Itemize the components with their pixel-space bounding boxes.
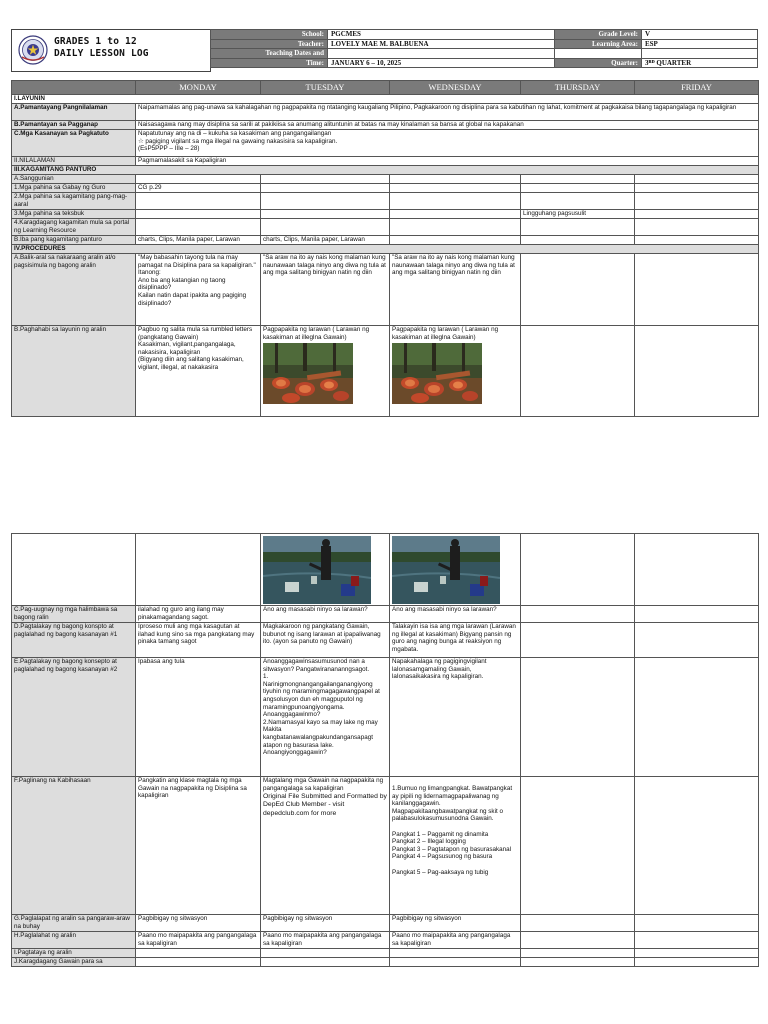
day-header-monday: MONDAY bbox=[136, 81, 261, 95]
row-label-pagtalakay-1: D.Pagtalakay ng bagong konspto at paglalahad ng bagong kasanayan #1 bbox=[12, 623, 136, 658]
blank-cell bbox=[635, 175, 759, 184]
blank-cell bbox=[521, 777, 635, 915]
blank-cell bbox=[521, 175, 635, 184]
info-table bbox=[210, 29, 758, 68]
title-line-2: DAILY LESSON LOG bbox=[54, 48, 149, 59]
row-label-teksbuk: 3.Mga pahina sa teksbuk bbox=[12, 210, 136, 219]
logging-photo-image bbox=[392, 343, 482, 404]
blank-cell bbox=[261, 175, 390, 184]
blank-cell bbox=[635, 915, 759, 932]
blank-cell bbox=[635, 958, 759, 967]
day-header-wednesday: WEDNESDAY bbox=[390, 81, 521, 95]
blank-cell bbox=[635, 193, 759, 210]
day-header-friday: FRIDAY bbox=[635, 81, 759, 95]
blank-cell bbox=[635, 606, 759, 623]
blank-cell bbox=[521, 254, 635, 326]
blank-cell bbox=[635, 534, 759, 606]
blank-cell bbox=[390, 184, 521, 193]
blank-cell bbox=[390, 193, 521, 210]
teaching-dates-label-2: Time: bbox=[211, 58, 328, 68]
row-label-pag-uugnay: C.Pag-uugnay ng mga halimbawa sa bagong ralin bbox=[12, 606, 136, 623]
blank-cell bbox=[390, 175, 521, 184]
blank-cell bbox=[521, 184, 635, 193]
row-label-balik-aral: A.Balik-aral sa nakaraang aralin at/o pagsisimula ng bagong aralin bbox=[12, 254, 136, 326]
pagtalakay-1-tuesday: Magkakaroon ng pangkatang Gawain, bubunot ng isang larawan at ipapaliwanag ito. (ayon sa panuto ng Gawain) bbox=[261, 623, 390, 658]
school-value: PGCMES bbox=[328, 30, 555, 40]
blank-cell bbox=[635, 184, 759, 193]
iba-pang-kagamitan-tuesday: charts, Clips, Manila paper, Larawan bbox=[261, 236, 390, 245]
paglalahat-monday: Paano mo maipapakita ang pangangalaga sa kapaligiran bbox=[136, 932, 261, 949]
blank-cell bbox=[635, 219, 759, 236]
paglalapat-tuesday: Pagbibigay ng sitwasyon bbox=[261, 915, 390, 932]
paghahabi-tuesday bbox=[261, 326, 390, 417]
pagtalakay-1-wednesday: Talakayin isa isa ang mga larawan (Larawan ng illegal at kasakiman) Bigyang pansin ng guro ang naging bunga at reaksiyon ng mgabata. bbox=[390, 623, 521, 658]
pagtalakay-2-monday: Ipabasa ang tula bbox=[136, 658, 261, 777]
logging-photo-image bbox=[263, 343, 353, 404]
school-label: School: bbox=[211, 30, 328, 40]
blank-cell bbox=[261, 949, 390, 958]
teaching-dates-value: JANUARY 6 – 10, 2025 bbox=[328, 58, 555, 68]
quarter-value: 3ᴿᴰ QUARTER bbox=[642, 58, 758, 68]
blank-cell bbox=[136, 219, 261, 236]
blank-cell bbox=[635, 949, 759, 958]
blank-cell bbox=[390, 210, 521, 219]
paghahabi-wednesday bbox=[390, 326, 521, 417]
paglalahat-tuesday: Paano mo maipapakita ang pangangalaga sa kapaligiran bbox=[261, 932, 390, 949]
blank-cell bbox=[390, 219, 521, 236]
title-line-1: GRADES 1 to 12 bbox=[54, 36, 137, 47]
paglalapat-wednesday: Pagbibigay ng sitwasyon bbox=[390, 915, 521, 932]
blank-cell bbox=[261, 193, 390, 210]
row-label-gabay-ng-guro: 1.Mga pahina sa Gabay ng Guro bbox=[12, 184, 136, 193]
paghahabi-monday: Pagbuo ng salita mula sa rumbled letters (pangkatang Gawain) Kasakiman, vigilant,pangangalaga, nakasisira, kapaligiran (Bigyang diin ang salitang kasakiman, vigilant, illegal, at nakakasira bbox=[136, 326, 261, 417]
paglinang-monday: Pangkatin ang klase magtala ng mga Gawain na nagpapakita ng Disiplina sa kapaligiran bbox=[136, 777, 261, 915]
paglinang-tuesday bbox=[261, 777, 390, 915]
pagtalakay-2-tuesday: Anoanggagawinsasumusunod nan a sitwasyon? Pangatwiranananngsagot. 1. Narinigmongnangangailanganangiyong tiyuhin ng maramingmagagawangpapel at angsolusyon dun eh magpuputol ng maramingpunoangiyongama. Anoanggagawinmo? 2.Namamasyal kayo sa may lake ng may Makita kangbatanawalangpakundangansapagt atapon ng basurasa lake. Anoangiyonggagawin? bbox=[261, 658, 390, 777]
blank-cell bbox=[136, 210, 261, 219]
deped-seal-icon bbox=[18, 35, 48, 65]
learning-area-value: ESP bbox=[642, 39, 758, 49]
document-title bbox=[54, 36, 149, 60]
pollution-photo-cell-tuesday bbox=[261, 534, 390, 606]
row-label-karagdagang-gawain: J.Karagdagang Gawain para sa bbox=[12, 958, 136, 967]
paglalapat-monday: Pagbibigay ng sitwasyon bbox=[136, 915, 261, 932]
blank-cell bbox=[136, 958, 261, 967]
pag-uugnay-monday: ilalahad ng guro ang ilang may pinakamagandang sagot. bbox=[136, 606, 261, 623]
blank-cell bbox=[521, 193, 635, 210]
row-label-paglalapat: G.Paglalapat ng aralin sa pangaraw-araw na buhay bbox=[12, 915, 136, 932]
row-label-iba-pang-kagamitan: B.Iba pang kagamitang panturo bbox=[12, 236, 136, 245]
pag-uugnay-wednesday: Ano ang masasabi ninyo sa larawan? bbox=[390, 606, 521, 623]
blank-cell bbox=[555, 49, 642, 59]
row-label-kasanayan: C.Mga Kasanayan sa Pagkatuto bbox=[12, 130, 136, 157]
blank-cell bbox=[521, 932, 635, 949]
blank-cell bbox=[328, 49, 555, 59]
blank-cell bbox=[635, 254, 759, 326]
row-label-pamantayang-pangnilalaman: A.Pamantayang Pangnilalaman bbox=[12, 104, 136, 121]
paghahabi-wednesday-text: Pagpapakita ng larawan ( Larawan ng kasakiman at illeglna Gawain) bbox=[392, 326, 499, 341]
blank-cell bbox=[635, 236, 759, 245]
blank-cell bbox=[261, 210, 390, 219]
blank-cell bbox=[390, 236, 521, 245]
blank-cell bbox=[521, 949, 635, 958]
blank-cell bbox=[635, 932, 759, 949]
row-label-kagamitang-pang-mag-aaral: 2.Mga pahina sa kagamitang pang-mag-aaral bbox=[12, 193, 136, 210]
blank-cell bbox=[521, 658, 635, 777]
blank-cell bbox=[635, 210, 759, 219]
row-label-sanggunian: A.Sanggunian bbox=[12, 175, 136, 184]
teksbuk-thursday: Lingguhang pagsusulit bbox=[521, 210, 635, 219]
grade-level-label: Grade Level: bbox=[555, 30, 642, 40]
day-header-tuesday: TUESDAY bbox=[261, 81, 390, 95]
blank-cell bbox=[521, 219, 635, 236]
depedclub-notice: Original File Submitted and Formatted by DepEd Club Member - visit depedclub.com for more bbox=[263, 793, 387, 817]
blank-cell bbox=[521, 915, 635, 932]
blank-cell bbox=[635, 777, 759, 915]
blank-cell bbox=[521, 326, 635, 417]
blank-cell bbox=[390, 958, 521, 967]
pollution-photo-cell-wednesday bbox=[390, 534, 521, 606]
paglinang-wednesday: 1.Bumuo ng limangpangkat. Bawatpangkat ay pipili ng lidernamagpapaliwanag ng kanilanggagawin. Magpapakitaangbawatpangkat ng skit o palabasulokasumusunodna Gawain. Pangkat 1 – Paggamit ng dinamita Pangkat 2 – Illegal logging Pangkat 3 – Pagtatapon ng basurasakanal Pangkat 4 – Pagsusunog ng basura Pangkat 5 – Pag-aaksaya ng tubig bbox=[390, 777, 521, 915]
gabay-ng-guro-monday: CG p.29 bbox=[136, 184, 261, 193]
blank-cell bbox=[635, 623, 759, 658]
blank-cell bbox=[261, 184, 390, 193]
teacher-value: LOVELY MAE M. BALBUENA bbox=[328, 39, 555, 49]
blank-cell bbox=[390, 949, 521, 958]
corner-header bbox=[12, 81, 136, 95]
blank-cell bbox=[136, 534, 261, 606]
title-box bbox=[11, 29, 211, 72]
lesson-table-part-2 bbox=[11, 533, 759, 967]
grade-level-value: V bbox=[642, 30, 758, 40]
balik-aral-tuesday: "Sa araw na ito ay nais kong malaman kung naunawaan talaga ninyo ang diwa ng tula at ang mga salitang binigyan natin ng diin bbox=[261, 254, 390, 326]
blank-cell bbox=[521, 236, 635, 245]
row-label-paglalahat: H.Paglalahat ng aralin bbox=[12, 932, 136, 949]
blank-cell bbox=[261, 958, 390, 967]
pamantayan-sa-pagganap-text: Naisasagawa nang may disiplina sa sarili at pakikiisa sa anumang alituntunin at batas na may kinalaman sa bansa at global na kapakanan bbox=[136, 121, 759, 130]
blank-cell bbox=[521, 623, 635, 658]
lesson-table-part-1 bbox=[11, 80, 759, 417]
quarter-label: Quarter: bbox=[555, 58, 642, 68]
row-label-nilalaman: II.NILALAMAN bbox=[12, 157, 136, 166]
blank-cell bbox=[136, 175, 261, 184]
row-label-pagtalakay-2: E.Pagtalakay ng bagong konsepto at paglalahad ng bagong kasanayan #2 bbox=[12, 658, 136, 777]
row-label-pamantayan-sa-pagganap: B.Pamantayan sa Pagganap bbox=[12, 121, 136, 130]
paglalahat-wednesday: Paano mo maipapakita ang pangangalaga sa kapaligiran bbox=[390, 932, 521, 949]
pamantayang-pangnilalaman-text: Naipamamalas ang pag-unawa sa kahalagahan ng pagpapakita ng ntatanging kaugaliang Pilipino, Pagkakaroon ng disiplina para sa kabutihan ng lahat, komitment at pagkakaisa bilang tagapangalaga ng kapaligiran bbox=[136, 104, 759, 121]
blank-cell bbox=[635, 326, 759, 417]
water-pollution-photo-image bbox=[392, 536, 500, 604]
pag-uugnay-tuesday: Ano ang masasabi ninyo sa larawan? bbox=[261, 606, 390, 623]
blank-cell bbox=[136, 193, 261, 210]
row-label-paglinang: F.Paglinang na Kabihasaan bbox=[12, 777, 136, 915]
blank-cell bbox=[136, 949, 261, 958]
pagtalakay-2-wednesday: Napakahalaga ng pagigingvigilant laIonasamgamaling Gawain, laIonasaikakasira ng kapaligiran. bbox=[390, 658, 521, 777]
kasanayan-text: Napatutunay ang na di – kukuha sa kasakiman ang pangangailangan ☆ pagiging vigilant sa mga illegal na gawaing nakasisira sa kapaligiran. (EsP5PPP – IIIe – 28) bbox=[136, 130, 759, 157]
row-label-paghahabi: B.Paghahabi sa layunin ng aralin bbox=[12, 326, 136, 417]
document-header bbox=[11, 29, 758, 74]
section-kagamitang-panturo: III.KAGAMITANG PANTURO bbox=[12, 166, 759, 175]
blank-cell bbox=[261, 219, 390, 236]
balik-aral-monday: "May babasahin tayong tula na may pamagat na Disiplina para sa kapaligiran." Itanong: Ano ba ang katangian ng taong disiplinado? Kailan natin dapat ipakita ang pagiging disiplinado? bbox=[136, 254, 261, 326]
blank-cell bbox=[642, 49, 758, 59]
blank-cell bbox=[635, 658, 759, 777]
row-label-pagtataya: I.Pagtataya ng aralin bbox=[12, 949, 136, 958]
section-procedures: IV.PROCEDURES bbox=[12, 245, 759, 254]
day-header-thursday: THURSDAY bbox=[521, 81, 635, 95]
paglinang-tuesday-text: Magtalang mga Gawain na nagpapakita ng pangangalaga sa kapaligiran bbox=[263, 777, 384, 792]
water-pollution-photo-image bbox=[263, 536, 371, 604]
teacher-label: Teacher: bbox=[211, 39, 328, 49]
blank-cell bbox=[521, 958, 635, 967]
pagtalakay-1-monday: Iproseso muli ang mga kasagutan at ilahad kung sino sa mga pangkatang may pinaka tamang sagot bbox=[136, 623, 261, 658]
iba-pang-kagamitan-monday: charts, Clips, Manila paper, Larawan bbox=[136, 236, 261, 245]
row-label-learning-resource: 4.Karagdagang kagamitan mula sa portal ng Learning Resource bbox=[12, 219, 136, 236]
paghahabi-tuesday-text: Pagpapakita ng larawan ( Larawan ng kasakiman at illeglna Gawain) bbox=[263, 326, 370, 341]
nilalaman-text: Pagmamalasakit sa Kapaligiran bbox=[136, 157, 759, 166]
blank-cell bbox=[521, 534, 635, 606]
teaching-dates-label-1: Teaching Dates and bbox=[211, 49, 328, 59]
balik-aral-wednesday: "Sa araw na ito ay nais kong malaman kung naunawaan talaga ninyo ang diwa ng tula at ang mga salitang binigyan natin ng diin bbox=[390, 254, 521, 326]
blank-cell bbox=[521, 606, 635, 623]
learning-area-label: Learning Area: bbox=[555, 39, 642, 49]
blank-cell bbox=[12, 534, 136, 606]
section-layunin: I.LAYUNIN bbox=[12, 95, 759, 104]
